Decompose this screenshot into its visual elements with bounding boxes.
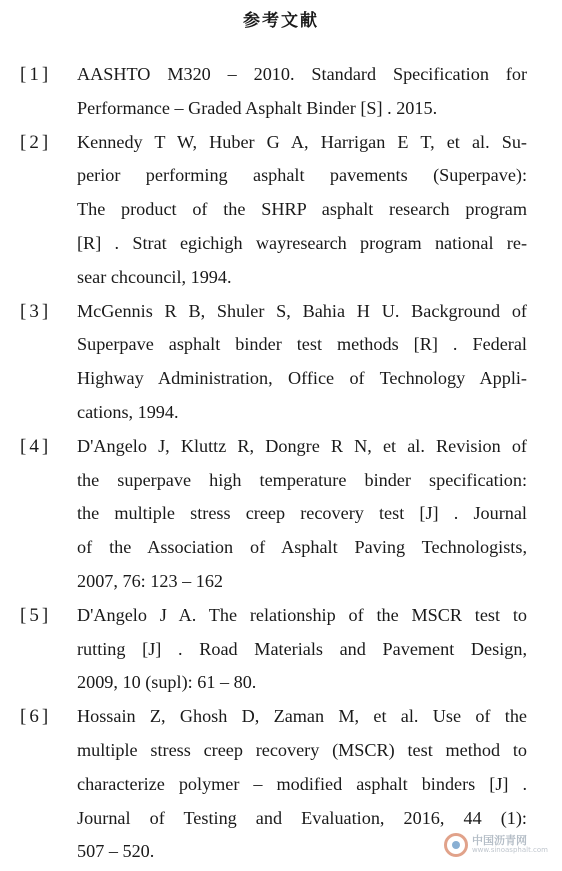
reference-item xyxy=(0,599,562,700)
reference-list xyxy=(0,58,562,869)
reference-line: Highway Administration, Office of Technology Appli- xyxy=(77,368,527,389)
reference-line: sear chcouncil, 1994. xyxy=(77,266,232,287)
watermark xyxy=(444,833,548,857)
reference-line: Kennedy T W, Huber G A, Harrigan E T, et al. Su- xyxy=(77,131,527,152)
reference-line: D'Angelo J, Kluttz R, Dongre R N, et al. Revision of xyxy=(77,435,527,456)
reference-line: perior performing asphalt pavements (Superpave): xyxy=(77,165,527,186)
reference-line: rutting [J] . Road Materials and Pavement Design, xyxy=(77,638,527,659)
reference-line: McGennis R B, Shuler S, Bahia H U. Background of xyxy=(77,300,527,321)
reference-line: multiple stress creep recovery (MSCR) test method to xyxy=(77,739,527,760)
reference-number: [2] xyxy=(20,131,52,153)
reference-line: D'Angelo J A. The relationship of the MSCR test to xyxy=(77,604,527,625)
reference-text xyxy=(77,126,527,295)
watermark-text xyxy=(472,835,548,855)
reference-line: the superpave high temperature binder specification: xyxy=(77,469,527,490)
reference-text xyxy=(77,599,527,700)
reference-item xyxy=(0,126,562,295)
reference-number: [4] xyxy=(20,435,52,457)
reference-number: [3] xyxy=(20,300,52,322)
reference-text xyxy=(77,295,527,430)
reference-line: Journal of Testing and Evaluation, 2016, 44 (1): xyxy=(77,807,527,828)
reference-line: 2009, 10 (supl): 61 – 80. xyxy=(77,672,257,693)
reference-line: characterize polymer – modified asphalt binders [J] . xyxy=(77,773,527,794)
sinoasphalt-logo-icon xyxy=(444,833,468,857)
page-title: 参考文献 xyxy=(243,11,319,31)
reference-line: 2007, 76: 123 – 162 xyxy=(77,570,224,591)
reference-item xyxy=(0,58,562,126)
reference-line: 507 – 520. xyxy=(77,841,155,862)
watermark-url: www.sinoasphalt.com xyxy=(471,846,548,855)
reference-line: Superpave asphalt binder test methods [R] . Federal xyxy=(77,334,527,355)
reference-text xyxy=(77,430,527,599)
reference-item xyxy=(0,430,562,599)
reference-number: [6] xyxy=(20,706,52,728)
reference-line: cations, 1994. xyxy=(77,401,179,422)
reference-line: [R] . Strat egichigh wayresearch program national re- xyxy=(77,232,527,253)
reference-item xyxy=(0,295,562,430)
reference-number: [5] xyxy=(20,604,52,626)
reference-line: The product of the SHRP asphalt research program xyxy=(77,199,527,220)
reference-line: the multiple stress creep recovery test [J] . Journal xyxy=(77,503,527,524)
reference-line: AASHTO M320 – 2010. Standard Specification for xyxy=(77,64,527,84)
reference-number: [1] xyxy=(20,64,52,85)
reference-line: of the Association of Asphalt Paving Technologists, xyxy=(77,537,527,558)
watermark-site-name: 中国沥青网 xyxy=(471,834,527,848)
reference-text xyxy=(77,58,527,126)
reference-line: Hossain Z, Ghosh D, Zaman M, et al. Use of the xyxy=(77,706,527,727)
reference-line: Performance – Graded Asphalt Binder [S] . 2015. xyxy=(77,97,438,118)
